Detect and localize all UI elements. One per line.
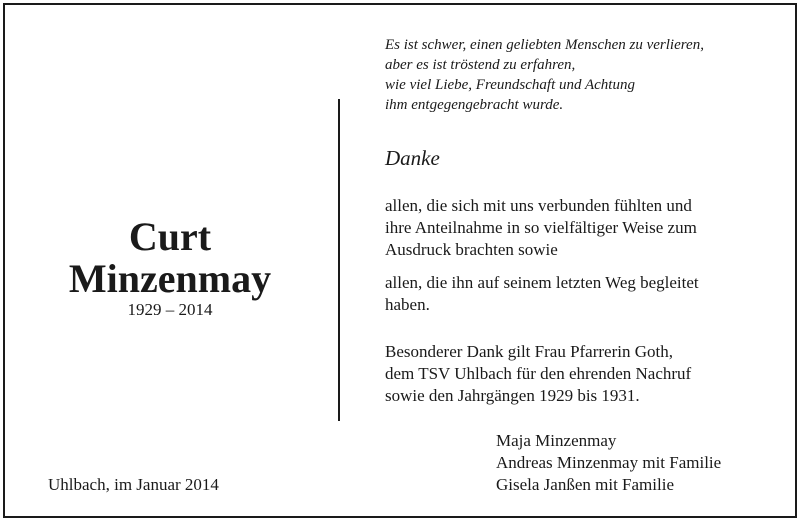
paragraph-line: ihre Anteilnahme in so vielfältiger Weise zum [385,218,697,237]
paragraph-line: dem TSV Uhlbach für den ehrenden Nachruf [385,364,692,383]
quote-line: aber es ist tröstend zu erfahren, [385,57,576,73]
paragraph-line: allen, die ihn auf seinem letzten Weg begleitet [385,273,699,292]
thanks-paragraph-2 [385,272,699,316]
quote-line: Es ist schwer, einen geliebten Menschen zu verlieren, [385,37,704,53]
thanks-paragraph-1 [385,195,697,261]
vertical-divider [338,99,340,421]
quote-block [385,35,704,115]
quote-line: wie viel Liebe, Freundschaft und Achtung [385,77,635,93]
deceased-last-name: Minzenmay [68,256,272,301]
signer: Gisela Janßen mit Familie [496,475,674,494]
signer: Maja Minzenmay [496,431,617,450]
paragraph-line: allen, die sich mit uns verbunden fühlten und [385,196,692,215]
life-dates: 1929 – 2014 [127,300,213,319]
place-date: Uhlbach, im Januar 2014 [48,475,219,494]
signer: Andreas Minzenmay mit Familie [496,453,722,472]
paragraph-line: Ausdruck brachten sowie [385,240,558,259]
paragraph-line: haben. [385,295,430,314]
obituary-card [3,3,797,518]
thanks-paragraph-3 [385,341,691,407]
deceased-first-name: Curt [128,214,212,259]
paragraph-line: Besonderer Dank gilt Frau Pfarrerin Goth, [385,342,673,361]
thanks-heading: Danke [385,146,440,170]
signers-list [496,430,721,496]
paragraph-line: sowie den Jahrgängen 1929 bis 1931. [385,386,640,405]
quote-line: ihm entgegengebracht wurde. [385,97,564,113]
